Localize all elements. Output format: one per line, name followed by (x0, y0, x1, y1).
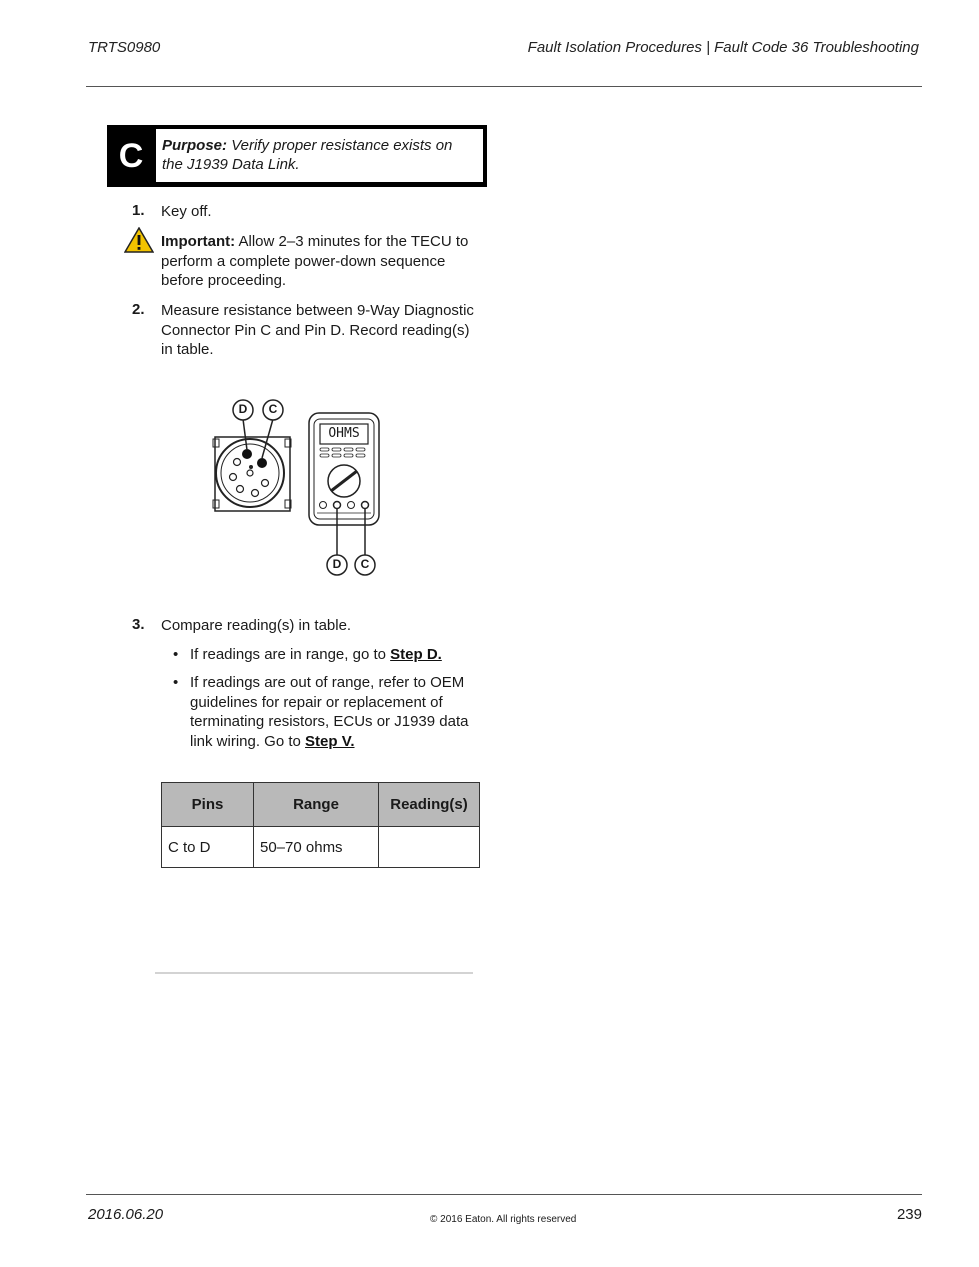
footer-date: 2016.06.20 (88, 1206, 164, 1223)
step-1-number: 1. (132, 202, 145, 219)
section-title: Fault Isolation Procedures | Fault Code 36 Troubleshooting (527, 39, 919, 56)
step-3-text: Compare reading(s) in table. (161, 617, 352, 634)
important-note (161, 232, 487, 291)
cell-pins: C to D (162, 827, 254, 868)
table-header-row (162, 783, 480, 827)
purpose-text-box (156, 129, 483, 182)
connector-multimeter-figure (205, 395, 395, 585)
bullet-in-range-text: If readings are in range, go to (190, 646, 391, 663)
footer-rule (86, 1194, 922, 1195)
important-label: Important: (161, 233, 236, 250)
important-text: Allow 2–3 minutes for the TECU to perform a complete power-down sequence before proceeding. (161, 233, 469, 289)
cell-range: 50–70 ohms (254, 827, 379, 868)
meter-label-c: C (360, 557, 370, 571)
connector-label-c: C (268, 402, 278, 416)
page-number: 239 (896, 1206, 922, 1223)
column-header-pins: Pins (162, 783, 254, 827)
warning-triangle-icon (124, 227, 154, 253)
purpose-text: Verify proper resistance exists on the J1939 Data Link. (162, 137, 453, 173)
section-divider (155, 972, 473, 974)
bullet-dot: • (173, 646, 179, 663)
table-row (162, 827, 480, 868)
meter-display: OHMS (328, 426, 360, 441)
purpose-label: Purpose: (162, 137, 228, 154)
column-header-range: Range (254, 783, 379, 827)
step-v-link[interactable]: Step V. (305, 732, 355, 750)
readings-table (161, 782, 480, 868)
bullet-out-of-range (190, 673, 480, 751)
bullet-dot: • (173, 674, 179, 691)
doc-id: TRTS0980 (88, 39, 161, 56)
step-d-link[interactable]: Step D. (390, 646, 442, 663)
bullet-out-of-range-text: If readings are out of range, refer to OEM guidelines for repair or replacement of terminating resistors, ECUs or J1939 data link wiring. Go to (190, 674, 469, 750)
step-3-number: 3. (132, 616, 145, 633)
step-2-number: 2. (132, 301, 145, 318)
header-rule (86, 86, 922, 87)
step-purpose-box (107, 125, 487, 187)
connector-label-d: D (238, 402, 248, 416)
step-letter: C (118, 136, 144, 175)
column-header-readings: Reading(s) (379, 783, 480, 827)
step-1-text: Key off. (161, 203, 212, 220)
footer-copyright: © 2016 Eaton. All rights reserved (430, 1214, 577, 1225)
bullet-in-range (190, 645, 480, 665)
meter-label-d: D (332, 557, 342, 571)
cell-reading[interactable] (379, 827, 480, 868)
step-2-text: Measure resistance between 9-Way Diagnostic Connector Pin C and Pin D. Record reading(s) in table. (161, 302, 474, 358)
